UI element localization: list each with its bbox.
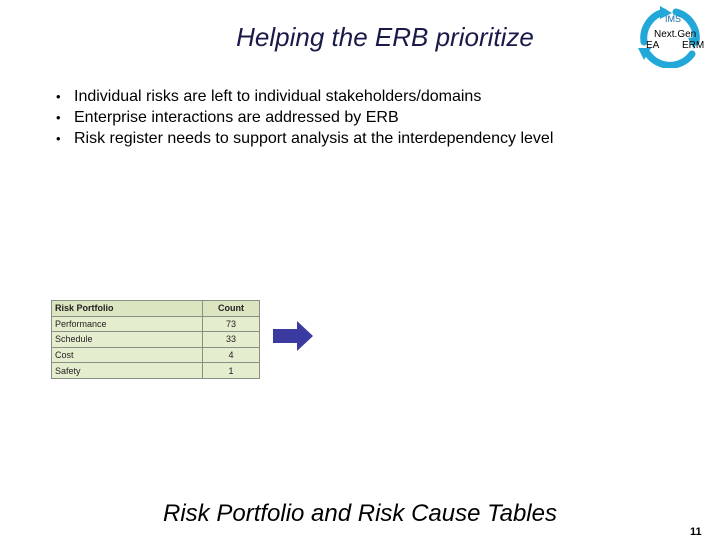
- portfolio-cell: Cost: [52, 347, 203, 363]
- table-row: [52, 347, 260, 363]
- bullet-dot: •: [56, 89, 61, 104]
- bullet-item: [56, 86, 696, 107]
- logo-ea-text: EA: [646, 40, 660, 51]
- table-row: [52, 332, 260, 348]
- table-row: [52, 316, 260, 332]
- bullet-dot: •: [56, 110, 61, 125]
- next-gen-logo: [624, 2, 716, 68]
- bullet-text: Enterprise interactions are addressed by ERB: [74, 109, 399, 126]
- risk-portfolio-table: [51, 300, 260, 379]
- count-cell: 73: [203, 316, 260, 332]
- slide-caption: Risk Portfolio and Risk Cause Tables: [163, 500, 557, 527]
- right-arrow-icon: [273, 321, 313, 351]
- portfolio-cell: Safety: [52, 363, 203, 379]
- count-cell: 33: [203, 332, 260, 348]
- logo-erm-text: ERM: [682, 40, 705, 51]
- bullet-item: [56, 107, 696, 128]
- page-number: 11: [690, 526, 702, 538]
- table-row: [52, 363, 260, 379]
- count-column-header: Count: [203, 301, 260, 317]
- bullet-text: Risk register needs to support analysis at the interdependency level: [74, 130, 554, 147]
- table-header-row: [52, 301, 260, 317]
- count-cell: 1: [203, 363, 260, 379]
- slide-title: Helping the ERB prioritize: [236, 22, 534, 52]
- bullet-dot: •: [56, 131, 61, 146]
- logo-ims-text: IMS: [665, 14, 682, 24]
- count-cell: 4: [203, 347, 260, 363]
- logo-nextgen-text: Next.Gen: [654, 29, 697, 40]
- portfolio-cell: Schedule: [52, 332, 203, 348]
- portfolio-column-header: Risk Portfolio: [52, 301, 203, 317]
- portfolio-cell: Performance: [52, 316, 203, 332]
- bullet-text: Individual risks are left to individual stakeholders/domains: [74, 88, 482, 105]
- bullet-item: [56, 128, 696, 149]
- bullet-list: [56, 86, 696, 149]
